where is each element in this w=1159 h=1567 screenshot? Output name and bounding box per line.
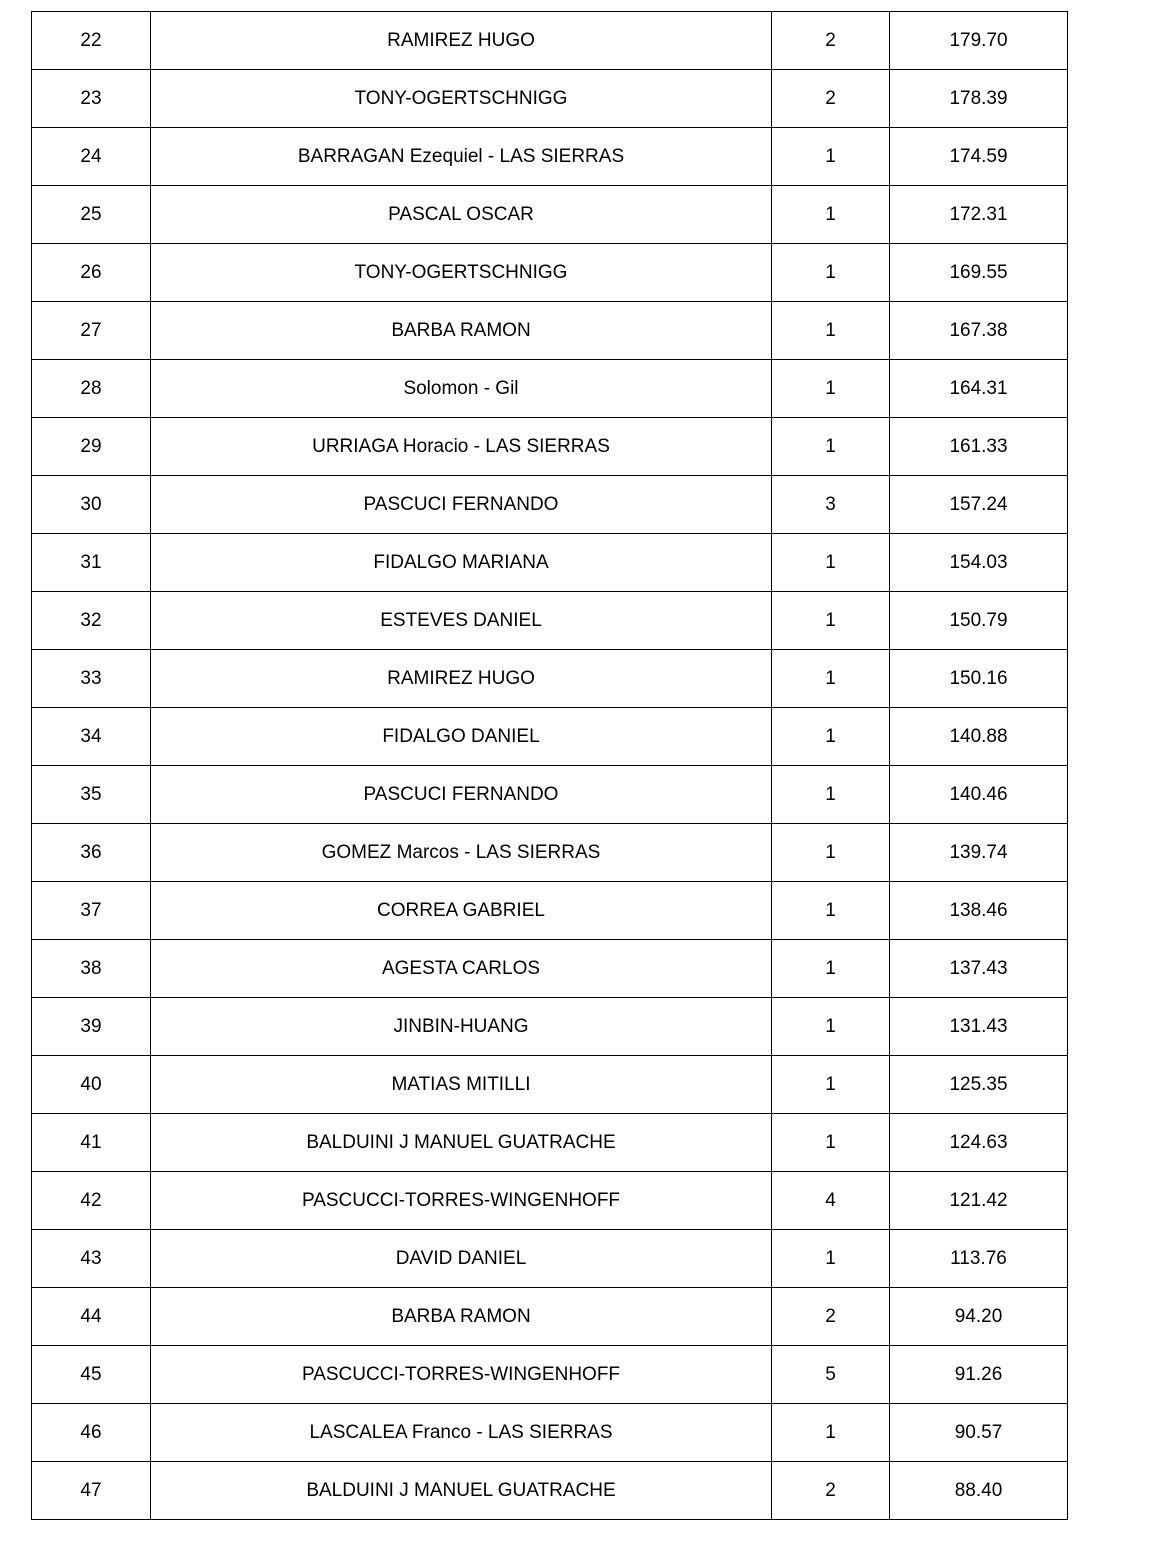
name-cell: CORREA GABRIEL bbox=[151, 882, 772, 940]
quantity-cell: 2 bbox=[772, 12, 890, 70]
score-cell: 113.76 bbox=[890, 1230, 1068, 1288]
score-cell: 150.79 bbox=[890, 592, 1068, 650]
table-row bbox=[32, 650, 1068, 708]
quantity-cell: 1 bbox=[772, 940, 890, 998]
quantity-cell: 1 bbox=[772, 592, 890, 650]
table-row bbox=[32, 1056, 1068, 1114]
name-cell: GOMEZ Marcos - LAS SIERRAS bbox=[151, 824, 772, 882]
score-cell: 172.31 bbox=[890, 186, 1068, 244]
quantity-cell: 1 bbox=[772, 882, 890, 940]
position-cell: 25 bbox=[32, 186, 151, 244]
name-cell: DAVID DANIEL bbox=[151, 1230, 772, 1288]
name-cell: BALDUINI J MANUEL GUATRACHE bbox=[151, 1462, 772, 1520]
name-cell: RAMIREZ HUGO bbox=[151, 12, 772, 70]
position-cell: 34 bbox=[32, 708, 151, 766]
position-cell: 31 bbox=[32, 534, 151, 592]
score-cell: 90.57 bbox=[890, 1404, 1068, 1462]
table-row bbox=[32, 998, 1068, 1056]
score-cell: 161.33 bbox=[890, 418, 1068, 476]
quantity-cell: 1 bbox=[772, 244, 890, 302]
results-table-body bbox=[32, 12, 1068, 1520]
table-row bbox=[32, 1114, 1068, 1172]
results-table bbox=[31, 11, 1068, 1520]
score-cell: 88.40 bbox=[890, 1462, 1068, 1520]
name-cell: ESTEVES DANIEL bbox=[151, 592, 772, 650]
name-cell: BALDUINI J MANUEL GUATRACHE bbox=[151, 1114, 772, 1172]
position-cell: 35 bbox=[32, 766, 151, 824]
table-row bbox=[32, 824, 1068, 882]
position-cell: 36 bbox=[32, 824, 151, 882]
quantity-cell: 1 bbox=[772, 824, 890, 882]
name-cell: LASCALEA Franco - LAS SIERRAS bbox=[151, 1404, 772, 1462]
position-cell: 33 bbox=[32, 650, 151, 708]
quantity-cell: 1 bbox=[772, 128, 890, 186]
table-row bbox=[32, 1462, 1068, 1520]
quantity-cell: 1 bbox=[772, 1114, 890, 1172]
table-row bbox=[32, 534, 1068, 592]
quantity-cell: 1 bbox=[772, 1056, 890, 1114]
name-cell: RAMIREZ HUGO bbox=[151, 650, 772, 708]
name-cell: Solomon - Gil bbox=[151, 360, 772, 418]
name-cell: PASCUCI FERNANDO bbox=[151, 766, 772, 824]
score-cell: 167.38 bbox=[890, 302, 1068, 360]
position-cell: 23 bbox=[32, 70, 151, 128]
quantity-cell: 1 bbox=[772, 418, 890, 476]
score-cell: 139.74 bbox=[890, 824, 1068, 882]
position-cell: 46 bbox=[32, 1404, 151, 1462]
quantity-cell: 1 bbox=[772, 360, 890, 418]
score-cell: 138.46 bbox=[890, 882, 1068, 940]
score-cell: 178.39 bbox=[890, 70, 1068, 128]
position-cell: 28 bbox=[32, 360, 151, 418]
table-row bbox=[32, 418, 1068, 476]
score-cell: 150.16 bbox=[890, 650, 1068, 708]
position-cell: 38 bbox=[32, 940, 151, 998]
score-cell: 121.42 bbox=[890, 1172, 1068, 1230]
position-cell: 47 bbox=[32, 1462, 151, 1520]
table-row bbox=[32, 708, 1068, 766]
position-cell: 40 bbox=[32, 1056, 151, 1114]
position-cell: 37 bbox=[32, 882, 151, 940]
position-cell: 44 bbox=[32, 1288, 151, 1346]
name-cell: TONY-OGERTSCHNIGG bbox=[151, 244, 772, 302]
position-cell: 30 bbox=[32, 476, 151, 534]
name-cell: PASCAL OSCAR bbox=[151, 186, 772, 244]
score-cell: 124.63 bbox=[890, 1114, 1068, 1172]
table-row bbox=[32, 1404, 1068, 1462]
quantity-cell: 4 bbox=[772, 1172, 890, 1230]
position-cell: 45 bbox=[32, 1346, 151, 1404]
score-cell: 169.55 bbox=[890, 244, 1068, 302]
quantity-cell: 2 bbox=[772, 70, 890, 128]
score-cell: 125.35 bbox=[890, 1056, 1068, 1114]
table-row bbox=[32, 476, 1068, 534]
quantity-cell: 1 bbox=[772, 534, 890, 592]
table-row bbox=[32, 1346, 1068, 1404]
score-cell: 164.31 bbox=[890, 360, 1068, 418]
quantity-cell: 5 bbox=[772, 1346, 890, 1404]
quantity-cell: 1 bbox=[772, 1230, 890, 1288]
score-cell: 131.43 bbox=[890, 998, 1068, 1056]
table-row bbox=[32, 882, 1068, 940]
quantity-cell: 1 bbox=[772, 766, 890, 824]
name-cell: BARBA RAMON bbox=[151, 302, 772, 360]
name-cell: JINBIN-HUANG bbox=[151, 998, 772, 1056]
score-cell: 174.59 bbox=[890, 128, 1068, 186]
table-row bbox=[32, 592, 1068, 650]
table-row bbox=[32, 70, 1068, 128]
score-cell: 91.26 bbox=[890, 1346, 1068, 1404]
quantity-cell: 1 bbox=[772, 186, 890, 244]
table-row bbox=[32, 302, 1068, 360]
table-row bbox=[32, 360, 1068, 418]
quantity-cell: 1 bbox=[772, 302, 890, 360]
position-cell: 26 bbox=[32, 244, 151, 302]
position-cell: 27 bbox=[32, 302, 151, 360]
name-cell: BARRAGAN Ezequiel - LAS SIERRAS bbox=[151, 128, 772, 186]
score-cell: 140.46 bbox=[890, 766, 1068, 824]
quantity-cell: 2 bbox=[772, 1288, 890, 1346]
quantity-cell: 2 bbox=[772, 1462, 890, 1520]
quantity-cell: 1 bbox=[772, 708, 890, 766]
position-cell: 43 bbox=[32, 1230, 151, 1288]
quantity-cell: 1 bbox=[772, 650, 890, 708]
score-cell: 154.03 bbox=[890, 534, 1068, 592]
quantity-cell: 3 bbox=[772, 476, 890, 534]
position-cell: 29 bbox=[32, 418, 151, 476]
score-cell: 94.20 bbox=[890, 1288, 1068, 1346]
table-row bbox=[32, 1172, 1068, 1230]
quantity-cell: 1 bbox=[772, 998, 890, 1056]
position-cell: 39 bbox=[32, 998, 151, 1056]
name-cell: AGESTA CARLOS bbox=[151, 940, 772, 998]
position-cell: 22 bbox=[32, 12, 151, 70]
position-cell: 41 bbox=[32, 1114, 151, 1172]
name-cell: PASCUCI FERNANDO bbox=[151, 476, 772, 534]
table-row bbox=[32, 12, 1068, 70]
score-cell: 179.70 bbox=[890, 12, 1068, 70]
table-row bbox=[32, 940, 1068, 998]
name-cell: TONY-OGERTSCHNIGG bbox=[151, 70, 772, 128]
table-row bbox=[32, 128, 1068, 186]
name-cell: PASCUCCI-TORRES-WINGENHOFF bbox=[151, 1172, 772, 1230]
table-row bbox=[32, 1288, 1068, 1346]
name-cell: URRIAGA Horacio - LAS SIERRAS bbox=[151, 418, 772, 476]
name-cell: BARBA RAMON bbox=[151, 1288, 772, 1346]
table-row bbox=[32, 766, 1068, 824]
score-cell: 140.88 bbox=[890, 708, 1068, 766]
name-cell: FIDALGO MARIANA bbox=[151, 534, 772, 592]
score-cell: 137.43 bbox=[890, 940, 1068, 998]
table-row bbox=[32, 186, 1068, 244]
name-cell: FIDALGO DANIEL bbox=[151, 708, 772, 766]
table-row bbox=[32, 1230, 1068, 1288]
name-cell: MATIAS MITILLI bbox=[151, 1056, 772, 1114]
score-cell: 157.24 bbox=[890, 476, 1068, 534]
position-cell: 32 bbox=[32, 592, 151, 650]
table-row bbox=[32, 244, 1068, 302]
quantity-cell: 1 bbox=[772, 1404, 890, 1462]
name-cell: PASCUCCI-TORRES-WINGENHOFF bbox=[151, 1346, 772, 1404]
position-cell: 42 bbox=[32, 1172, 151, 1230]
position-cell: 24 bbox=[32, 128, 151, 186]
